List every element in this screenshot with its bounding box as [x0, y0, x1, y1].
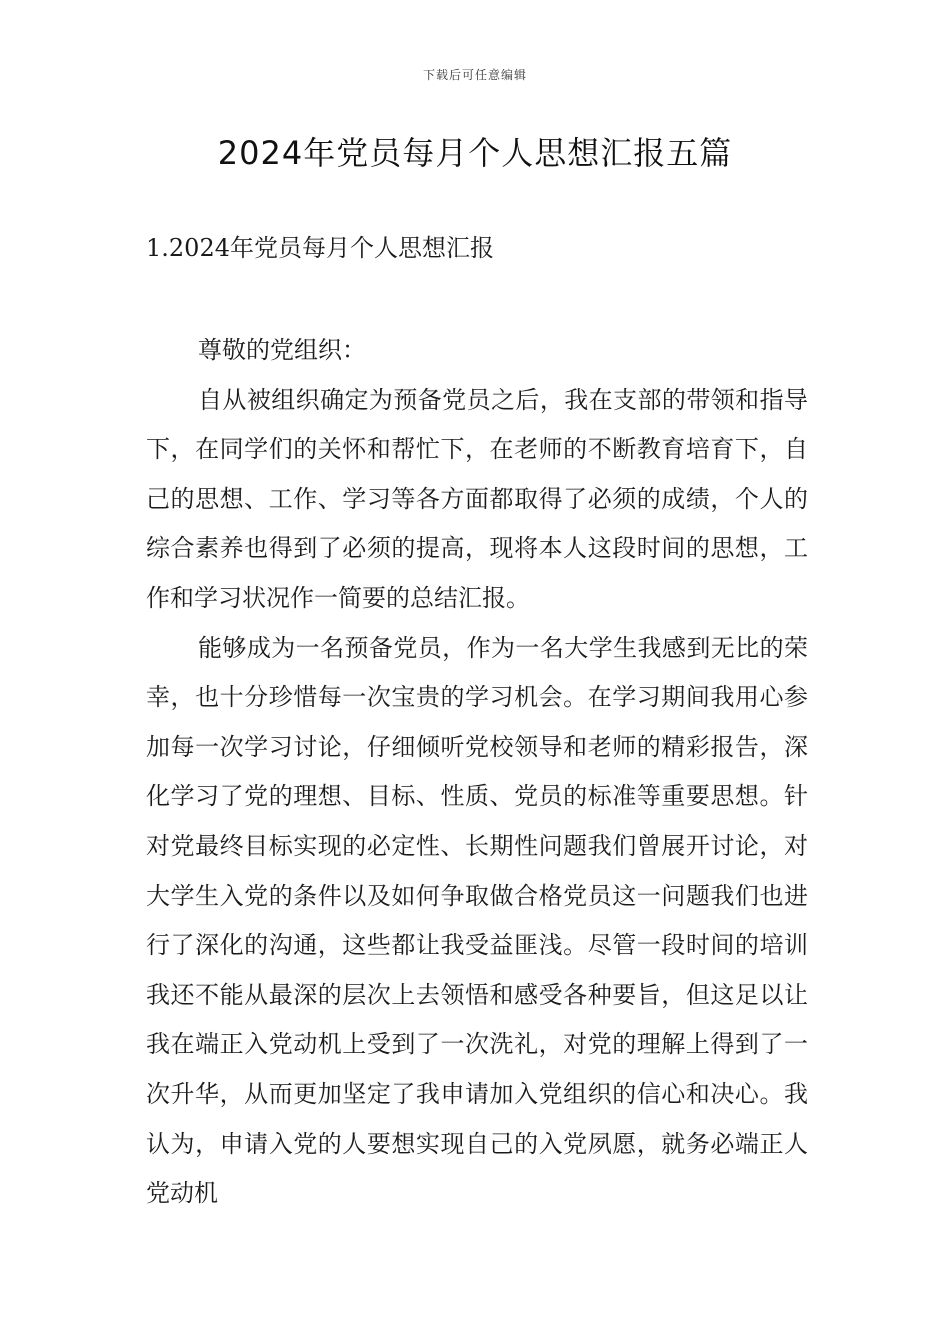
section-heading: 1.2024年党员每月个人思想汇报 [146, 234, 494, 262]
paragraph-2: 能够成为一名预备党员，作为一名大学生我感到无比的荣幸，也十分珍惜每一次宝贵的学习机会。在学习期间我用心参加每一次学习讨论，仔细倾听党校领导和老师的精彩报告，深化学习了党的理想、目标、性质、党员的标准等重要思想。针对党最终目标实现的必定性、长期性问题我们曾展开讨论，对大学生入党的条件以及如何争取做合格党员这一问题我们也进行了深化的沟通，这些都让我受益匪浅。尽管一段时间的培训我还不能从最深的层次上去领悟和感受各种要旨，但这足以让我在端正入党动机上受到了一次洗礼，对党的理解上得到了一次升华，从而更加坚定了我申请加入党组织的信心和决心。我认为，申请入党的人要想实现自己的入党夙愿，就务必端正人党动机 [146, 633, 808, 1208]
document-title: 2024年党员每月个人思想汇报五篇 [217, 134, 733, 172]
paragraph-1: 自从被组织确定为预备党员之后，我在支部的带领和指导下，在同学们的关怀和帮忙下，在老师的不断教育培育下，自己的思想、工作、学习等各方面都取得了必须的成绩，个人的综合素养也得到了必须的提高，现将本人这段时间的思想，工作和学习状况作一简要的总结汇报。 [146, 385, 808, 612]
salutation: 尊敬的党组织： [198, 336, 366, 364]
header-note: 下载后可任意编辑 [422, 68, 527, 82]
document-body [146, 326, 808, 1219]
